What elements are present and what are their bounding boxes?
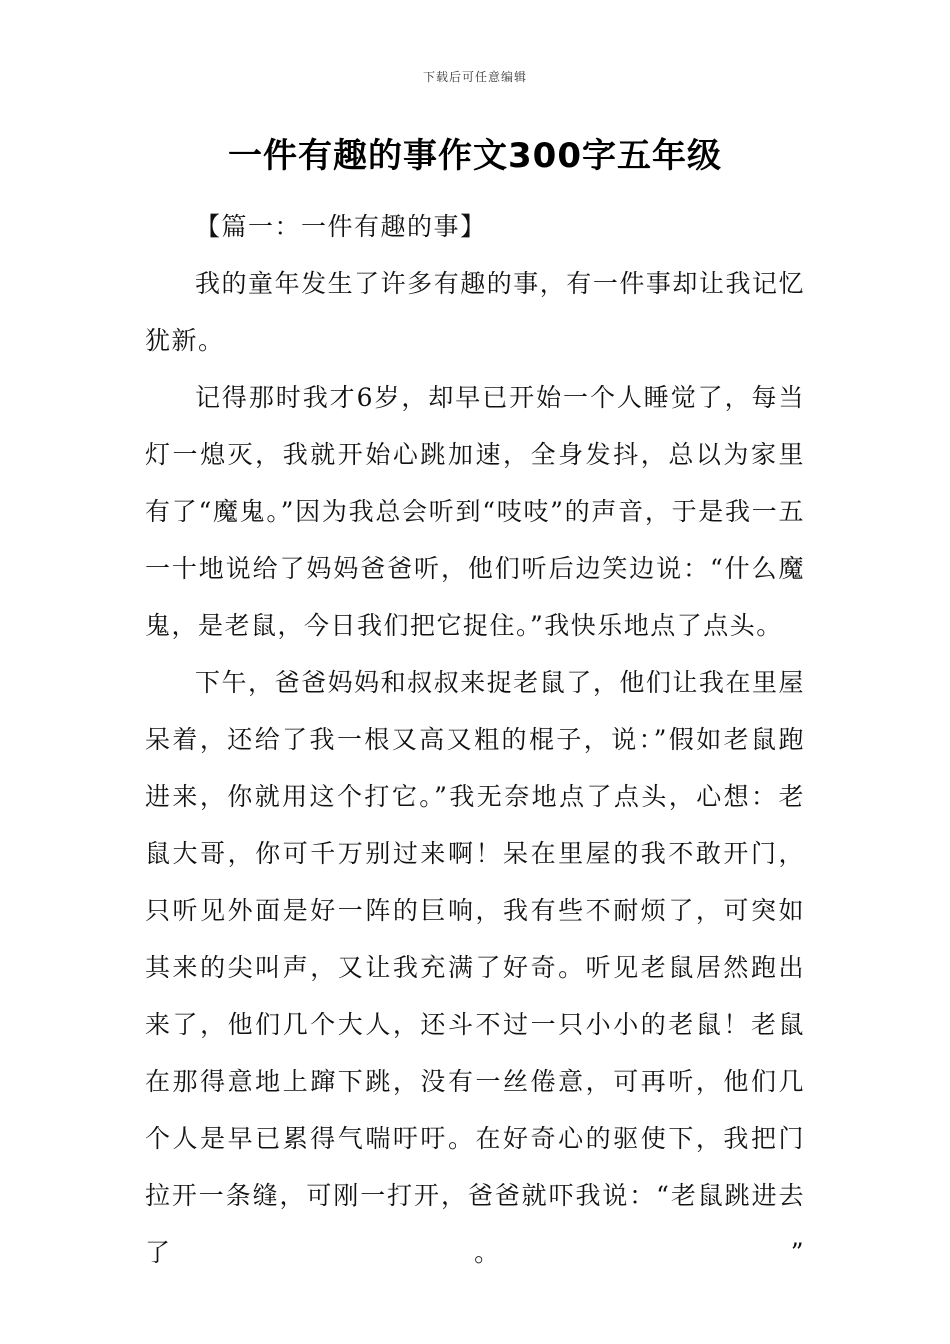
document-title: 一件有趣的事作文300字五年级: [228, 136, 722, 176]
paragraph-3: 下午，爸爸妈妈和叔叔来捉老鼠了，他们让我在里屋呆着，还给了我一根又高又粗的棍子，说：”假如老鼠跑进来，你就用这个打它。”我无奈地点了点头，心想：老鼠大哥，你可千万别过来啊！呆在里屋的我不敢开门，只听见外面是好一阵的巨响，我有些不耐烦了，可突如其来的尖叫声，又让我充满了好奇。听见老鼠居然跑出来了，他们几个大人，还斗不过一只小小的老鼠！老鼠在那得意地上蹿下跳，没有一丝倦意，可再听，他们几个人是早已累得气喘吁吁。在好奇心的驱使下，我把门拉开一条缝，可刚一打开，爸爸就吓我说：“老鼠跳进去了。”: [145, 668, 805, 1267]
paragraph-2: 记得那时我才6岁，却早已开始一个人睡觉了，每当灯一熄灭，我就开始心跳加速，全身发抖，总以为家里有了“魔鬼。”因为我总会听到“吱吱”的声音，于是我一五一十地说给了妈妈爸爸听，他们听后边笑边说：“什么魔鬼，是老鼠，今日我们把它捉住。”我快乐地点了点头。: [145, 383, 805, 640]
section-heading: 【篇一：一件有趣的事】: [195, 212, 487, 241]
header-note: 下载后可任意编辑: [422, 70, 527, 84]
document-body: [145, 198, 805, 1281]
paragraph-1: 我的童年发生了许多有趣的事，有一件事却让我记忆犹新。: [145, 269, 805, 355]
